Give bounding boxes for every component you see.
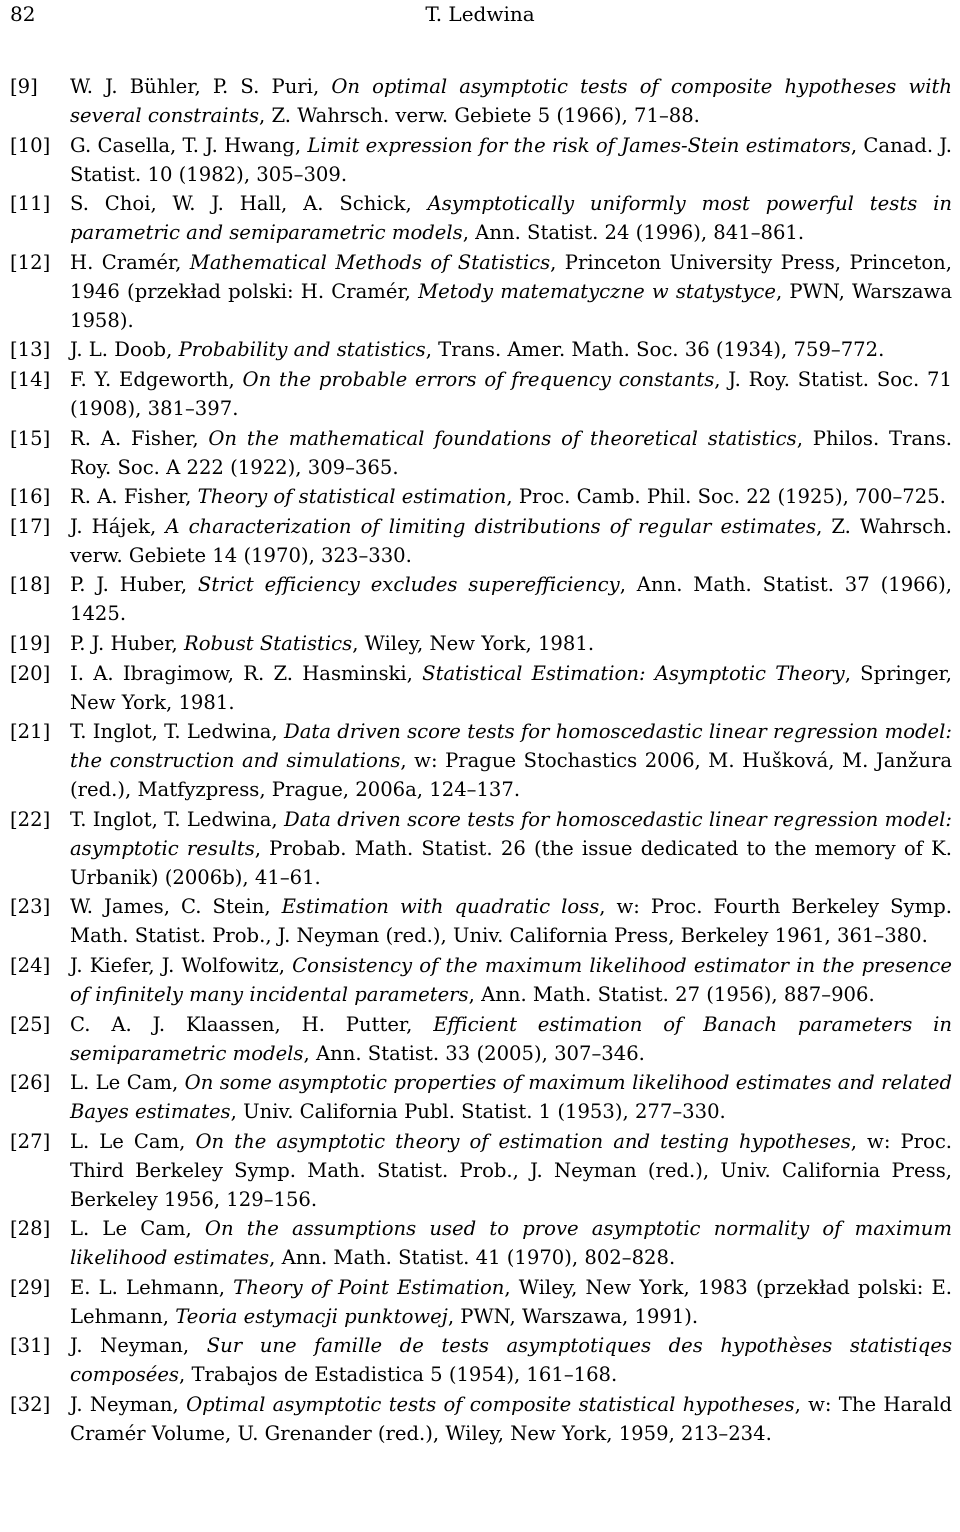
reference-number: [14]	[10, 367, 51, 391]
reference-details-2: , PWN, Warszawa, 1991).	[447, 1304, 699, 1328]
reference-body	[70, 482, 952, 511]
reference-body	[70, 1127, 952, 1214]
reference-body	[70, 805, 952, 892]
reference-body	[70, 717, 952, 804]
reference-authors: L. Le Cam,	[70, 1217, 205, 1241]
reference-authors: G. Casella, T. J. Hwang,	[70, 133, 308, 157]
reference-authors: J. Neyman,	[70, 1334, 207, 1358]
reference-details: , Trabajos de Estadistica 5 (1954), 161–168.	[179, 1363, 618, 1387]
reference-number: [24]	[10, 953, 51, 977]
reference-number: [16]	[10, 485, 51, 509]
reference-authors: S. Choi, W. J. Hall, A. Schick,	[70, 192, 428, 216]
reference-details: , Ann. Math. Statist. 27 (1956), 887–906.	[468, 982, 875, 1006]
reference-body	[70, 424, 952, 482]
reference-number: [26]	[10, 1071, 51, 1095]
running-title: T. Ledwina	[425, 2, 535, 26]
reference-item	[10, 629, 952, 658]
reference-body	[70, 1214, 952, 1272]
reference-authors: J. Kiefer, J. Wolfowitz,	[70, 953, 293, 977]
reference-title: On optimal asymptotic tests of composite hypotheses with several constraints	[70, 75, 952, 127]
reference-title: On the asymptotic theory of estimation and testing hypotheses	[195, 1129, 851, 1153]
reference-authors: P. J. Huber,	[70, 631, 184, 655]
reference-body	[70, 1010, 952, 1068]
reference-details: , Ann. Statist. 24 (1996), 841–861.	[462, 221, 805, 245]
reference-authors: W. James, C. Stein,	[70, 895, 282, 919]
reference-body	[70, 1273, 952, 1331]
reference-title-2: Teoria estymacji punktowej	[175, 1304, 448, 1328]
reference-number: [28]	[10, 1217, 51, 1241]
reference-item	[10, 335, 952, 364]
reference-item	[10, 131, 952, 189]
reference-title: Sur une famille de tests asymptotiques des hypothèses statistiqes composées	[70, 1334, 953, 1387]
reference-details: , w: Proc. Fourth Berkeley Symp. Math. Statist. Prob., J. Neyman (red.), Univ. California Press, Berkeley 1961, 361–380.	[70, 895, 952, 948]
reference-body	[70, 659, 952, 717]
reference-details: , Z. Wahrsch. verw. Gebiete 14 (1970), 323–330.	[70, 514, 952, 567]
reference-title: Efficient estimation of Banach parameters in semiparametric models	[70, 1012, 952, 1065]
reference-item	[10, 189, 952, 247]
reference-number: [20]	[10, 661, 51, 685]
reference-body	[70, 335, 952, 364]
reference-authors: E. L. Lehmann,	[70, 1275, 234, 1299]
reference-details: , Proc. Camb. Phil. Soc. 22 (1925), 700–725.	[506, 485, 946, 509]
reference-number: [27]	[10, 1129, 51, 1153]
reference-authors: W. J. Bühler, P. S. Puri,	[70, 75, 332, 98]
reference-item	[10, 1214, 952, 1272]
reference-title: Probability and statistics	[178, 338, 426, 362]
reference-item	[10, 805, 952, 892]
reference-authors: J. Neyman,	[70, 1393, 187, 1417]
reference-title: On some asymptotic properties of maximum likelihood estimates and related Bayes estimates	[70, 1071, 953, 1124]
reference-authors: L. Le Cam,	[70, 1129, 196, 1153]
reference-number: [10]	[10, 133, 51, 157]
reference-title: On the mathematical foundations of theoretical statistics	[208, 426, 797, 450]
reference-authors: J. Hájek,	[70, 514, 166, 538]
reference-details: , Probab. Math. Statist. 26 (the issue dedicated to the memory of K. Urbanik) (2006b), 41–61.	[70, 836, 952, 889]
reference-item	[10, 365, 952, 423]
reference-authors: L. Le Cam,	[70, 1071, 185, 1095]
reference-number: [32]	[10, 1393, 51, 1417]
reference-body	[70, 629, 952, 658]
reference-number: [9]	[10, 75, 38, 98]
reference-item	[10, 1390, 952, 1448]
reference-item	[10, 248, 952, 335]
reference-body	[70, 951, 952, 1009]
reference-item	[10, 1068, 952, 1126]
reference-number: [12]	[10, 250, 51, 274]
reference-body	[70, 1390, 952, 1448]
reference-number: [17]	[10, 514, 51, 538]
reference-body	[70, 189, 952, 247]
reference-number: [29]	[10, 1275, 51, 1299]
reference-details: , Wiley, New York, 1981.	[352, 631, 595, 655]
reference-title: Robust Statistics	[183, 631, 353, 655]
reference-title: Data driven score tests for homoscedastic linear regression model: the construction and simulations	[70, 720, 953, 773]
reference-item	[10, 1273, 952, 1331]
reference-title: Theory of statistical estimation	[197, 485, 507, 509]
reference-details: , w: Prague Stochastics 2006, M. Hušková, M. Janžura (red.), Matfyzpress, Prague, 2006a, 124–137.	[70, 749, 953, 802]
reference-authors: I. A. Ibragimow, R. Z. Hasminski,	[70, 661, 423, 685]
reference-title: Asymptotically uniformly most powerful tests in parametric and semiparametric models	[70, 192, 952, 245]
reference-item	[10, 659, 952, 717]
reference-authors: C. A. J. Klaassen, H. Putter,	[70, 1012, 434, 1036]
reference-number: [11]	[10, 192, 51, 216]
reference-body	[70, 365, 952, 423]
reference-item	[10, 72, 952, 130]
reference-title-2: Metody matematyczne w statystyce	[418, 279, 776, 303]
reference-authors: R. A. Fisher,	[70, 485, 198, 509]
reference-details: , Univ. California Publ. Statist. 1 (1953), 277–330.	[230, 1100, 726, 1124]
reference-title: On the probable errors of frequency constants	[242, 367, 715, 391]
reference-body	[70, 892, 952, 950]
reference-item	[10, 1331, 952, 1389]
reference-item	[10, 1127, 952, 1214]
reference-number: [19]	[10, 631, 51, 655]
reference-details-2: , PWN, Warszawa 1958).	[70, 279, 952, 332]
reference-title: Estimation with quadratic loss	[281, 895, 600, 919]
reference-details: , Wiley, New York, 1983 (przekład polski: E. Lehmann,	[70, 1275, 952, 1328]
reference-details: , Ann. Statist. 33 (2005), 307–346.	[303, 1041, 645, 1065]
reference-details: , Z. Wahrsch. verw. Gebiete 5 (1966), 71–88.	[259, 104, 700, 127]
reference-number: [13]	[10, 338, 51, 362]
reference-title: Strict efficiency excludes superefficiency	[197, 573, 620, 597]
reference-number: [22]	[10, 807, 51, 831]
reference-authors: J. L. Doob,	[70, 338, 179, 362]
reference-details: , J. Roy. Statist. Soc. 71 (1908), 381–397.	[70, 367, 952, 420]
reference-details: , Ann. Math. Statist. 37 (1966), 1425.	[70, 573, 952, 626]
reference-body	[70, 72, 952, 130]
reference-number: [23]	[10, 895, 51, 919]
reference-body	[70, 248, 952, 335]
reference-details: , Philos. Trans. Roy. Soc. A 222 (1922), 309–365.	[70, 426, 952, 479]
reference-authors: T. Inglot, T. Ledwina,	[70, 720, 284, 744]
reference-title: Data driven score tests for homoscedastic linear regression model: asymptotic results	[70, 807, 953, 860]
reference-authors: R. A. Fisher,	[70, 426, 209, 450]
reference-number: [18]	[10, 573, 51, 597]
reference-number: [31]	[10, 1334, 51, 1358]
reference-body	[70, 1331, 952, 1389]
reference-title: Consistency of the maximum likelihood estimator in the presence of infinitely many incidental parameters	[70, 953, 952, 1006]
reference-body	[70, 570, 952, 628]
reference-details: , Princeton University Press, Princeton, 1946 (przekład polski: H. Cramér,	[70, 250, 952, 303]
reference-title: Optimal asymptotic tests of composite statistical hypotheses	[186, 1393, 795, 1417]
reference-title: Theory of Point Estimation	[233, 1275, 505, 1299]
reference-details: , Trans. Amer. Math. Soc. 36 (1934), 759–772.	[425, 338, 885, 362]
reference-details: , w: Proc. Third Berkeley Symp. Math. Statist. Prob., J. Neyman (red.), Univ. California Press, Berkeley 1956, 129–156.	[70, 1129, 953, 1211]
reference-details: , Springer, New York, 1981.	[70, 661, 952, 714]
reference-title: Limit expression for the risk of James-Stein estimators	[307, 133, 851, 157]
reference-authors: F. Y. Edgeworth,	[70, 367, 243, 391]
reference-item	[10, 512, 952, 570]
reference-number: [21]	[10, 720, 51, 744]
reference-item	[10, 570, 952, 628]
reference-body	[70, 131, 952, 189]
reference-title: Mathematical Methods of Statistics	[189, 250, 551, 274]
reference-body	[70, 1068, 952, 1126]
reference-body	[70, 512, 952, 570]
reference-item	[10, 892, 952, 950]
reference-item	[10, 951, 952, 1009]
reference-number: [25]	[10, 1012, 51, 1036]
reference-details: , Canad. J. Statist. 10 (1982), 305–309.	[70, 133, 952, 186]
reference-title: Statistical Estimation: Asymptotic Theory	[422, 661, 845, 685]
reference-authors: P. J. Huber,	[70, 573, 198, 597]
reference-number: [15]	[10, 426, 51, 450]
reference-authors: H. Cramér,	[70, 250, 190, 274]
reference-details: , w: The Harald Cramér Volume, U. Grenander (red.), Wiley, New York, 1959, 213–234.	[70, 1393, 952, 1446]
reference-title: On the assumptions used to prove asymptotic normality of maximum likelihood estimates	[70, 1217, 953, 1270]
reference-item	[10, 1010, 952, 1068]
reference-details: , Ann. Math. Statist. 41 (1970), 802–828.	[269, 1246, 676, 1270]
reference-item	[10, 717, 952, 804]
reference-authors: T. Inglot, T. Ledwina,	[70, 807, 284, 831]
reference-list	[10, 72, 952, 1449]
page-number: 82	[10, 2, 36, 26]
reference-item	[10, 482, 952, 511]
page-header	[10, 2, 950, 28]
reference-item	[10, 424, 952, 482]
reference-title: A characterization of limiting distributions of regular estimates	[165, 514, 817, 538]
